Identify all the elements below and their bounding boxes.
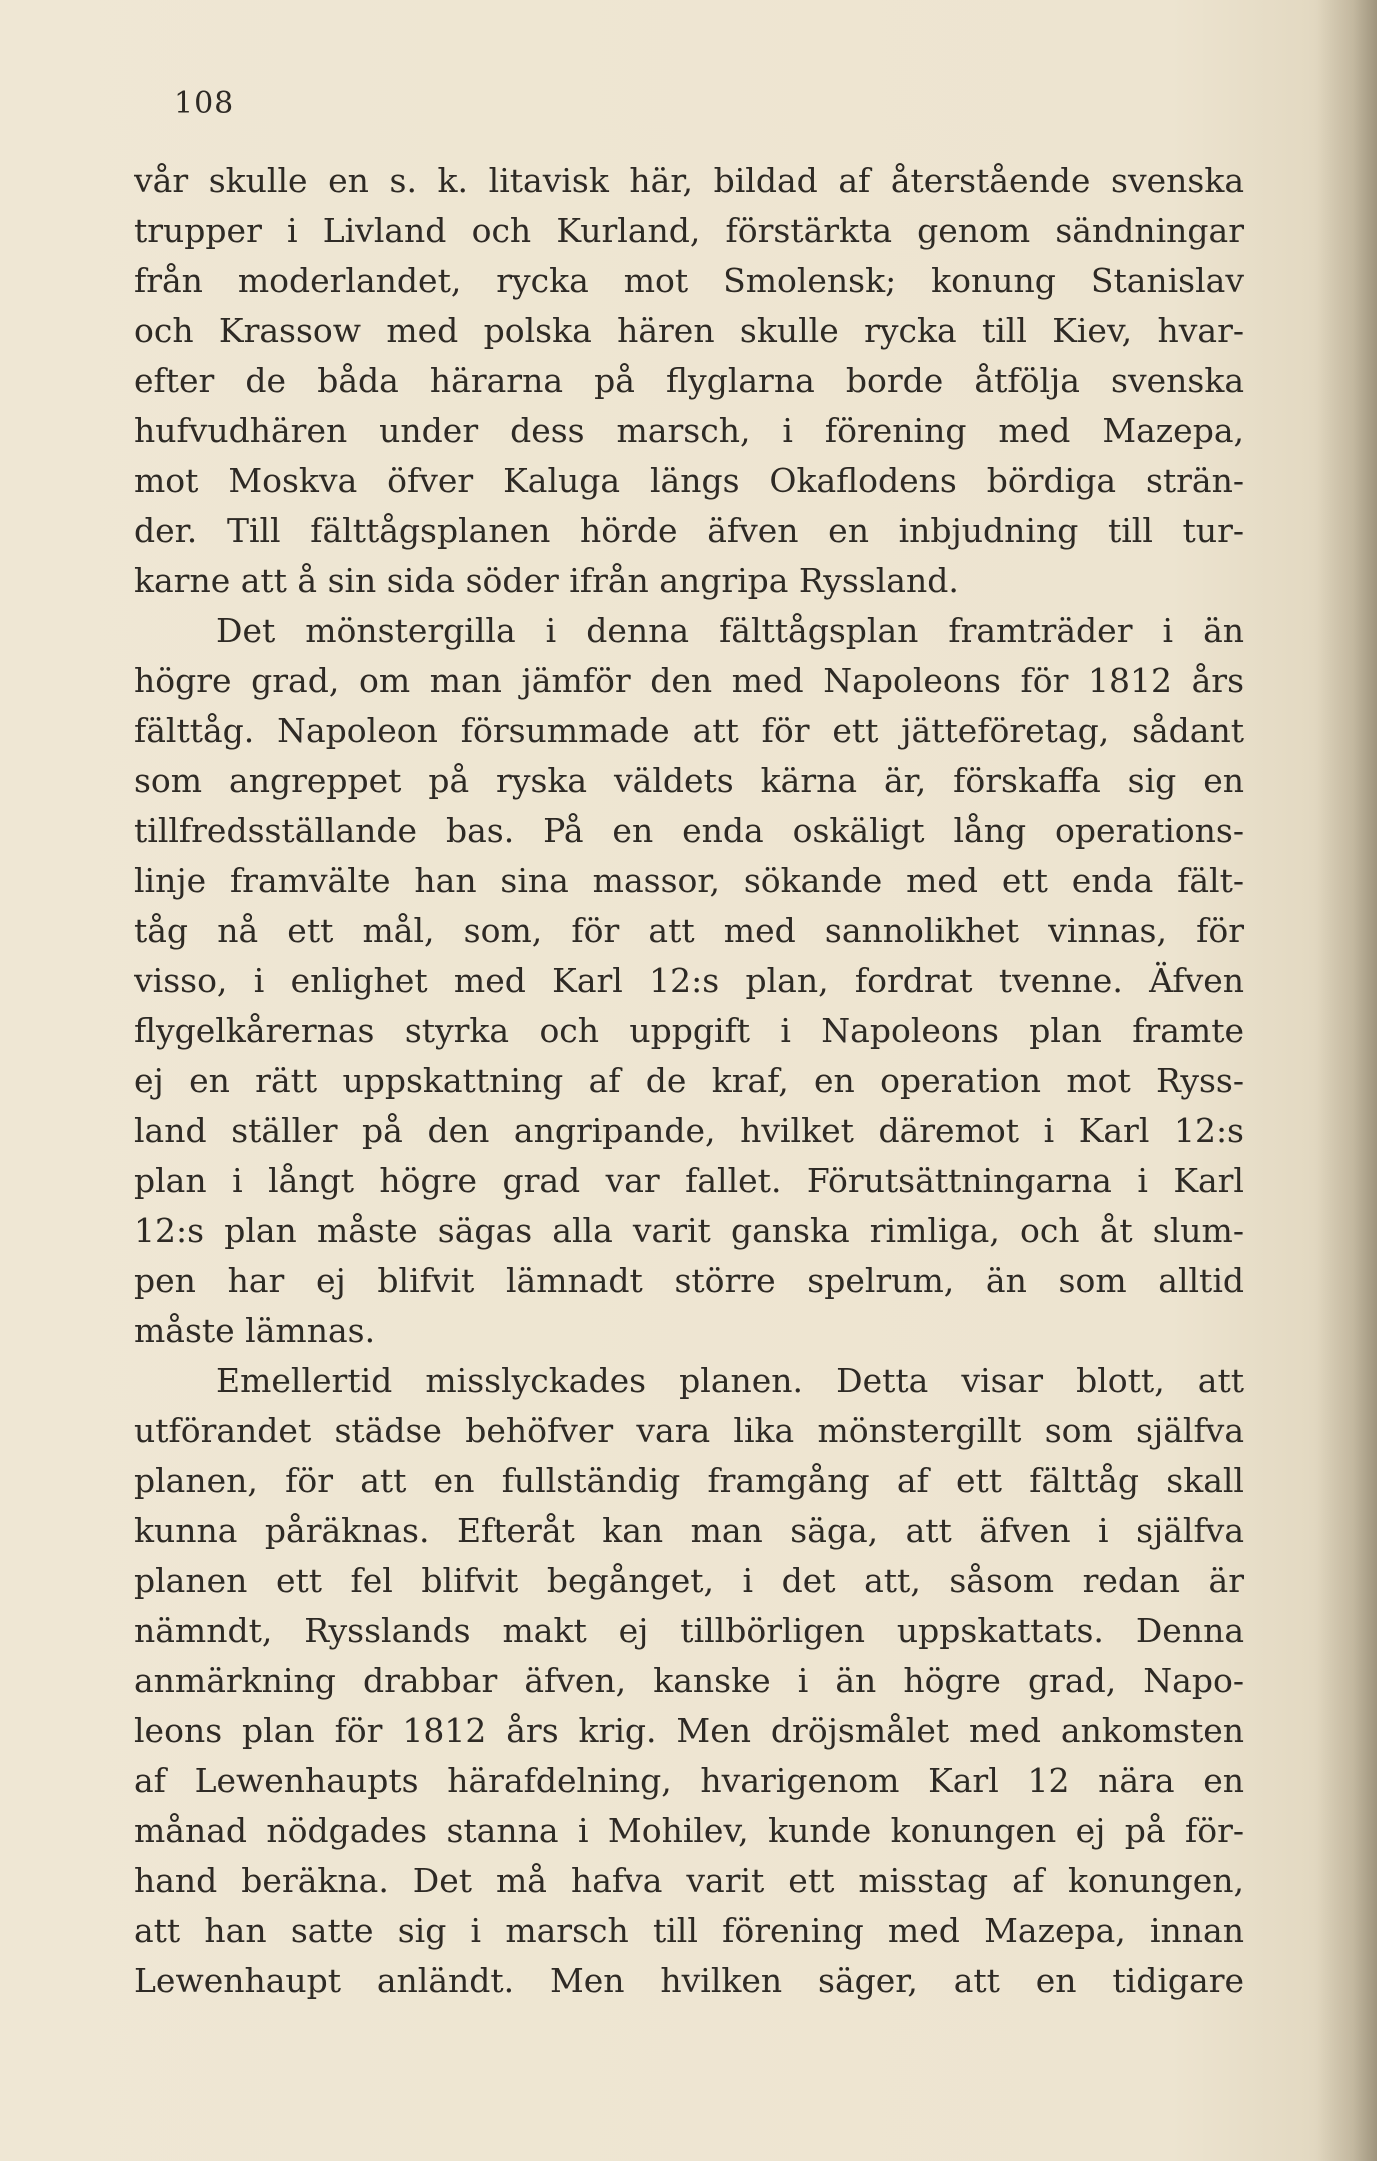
text-line: Lewenhaupt anländt. Men hvilken säger, att en tidigare (134, 1961, 1244, 2000)
text-line: flygelkårernas styrka och uppgift i Napoleons plan framte (134, 1011, 1244, 1050)
text-line: tillfredsställande bas. På en enda oskäligt lång operations- (134, 811, 1244, 850)
text-line: land ställer på den angripande, hvilket däremot i Karl 12:s (134, 1111, 1244, 1150)
text-line: linje framvälte han sina massor, sökande med ett enda fält- (134, 861, 1244, 900)
text-line: som angreppet på ryska väldets kärna är, förskaffa sig en (134, 761, 1244, 800)
text-line: efter de båda härarna på flyglarna borde åtfölja svenska (134, 361, 1244, 400)
text-line: att han satte sig i marsch till förening med Mazepa, innan (134, 1911, 1244, 1950)
text-line: der. Till fälttågsplanen hörde äfven en inbjudning till tur- (134, 511, 1244, 550)
text-line: utförandet städse behöfver vara lika mönstergillt som själfva (134, 1411, 1244, 1450)
text-line: nämndt, Rysslands makt ej tillbörligen uppskattats. Denna (134, 1611, 1244, 1650)
text-line: af Lewenhaupts härafdelning, hvarigenom Karl 12 nära en (134, 1761, 1244, 1800)
text-line: 12:s plan måste sägas alla varit ganska rimliga, och åt slum- (134, 1211, 1244, 1250)
text-line: planen, för att en fullständig framgång af ett fälttåg skall (134, 1461, 1244, 1500)
text-line: mot Moskva öfver Kaluga längs Okaflodens bördiga strän- (134, 461, 1244, 500)
text-line: planen ett fel blifvit begånget, i det att, såsom redan är (134, 1561, 1244, 1600)
text-line: hufvudhären under dess marsch, i förening med Mazepa, (134, 411, 1244, 450)
text-line: pen har ej blifvit lämnadt större spelrum, än som alltid (134, 1261, 1244, 1300)
text-line: visso, i enlighet med Karl 12:s plan, fordrat tvenne. Äfven (134, 961, 1244, 1000)
text-line: fälttåg. Napoleon försummade att för ett jätteföretag, sådant (134, 711, 1244, 750)
text-line: tåg nå ett mål, som, för att med sannolikhet vinnas, för (134, 911, 1244, 950)
text-line: vår skulle en s. k. litavisk här, bildad af återstående svenska (134, 161, 1244, 200)
text-line: anmärkning drabbar äfven, kanske i än högre grad, Napo- (134, 1661, 1244, 1700)
body-text (134, 156, 1244, 2006)
text-line: måste lämnas. (134, 1311, 376, 1350)
text-line: från moderlandet, rycka mot Smolensk; konung Stanislav (134, 261, 1244, 300)
text-line: månad nödgades stanna i Mohilev, kunde konungen ej på för- (134, 1811, 1244, 1850)
page-number: 108 (174, 86, 235, 121)
paragraph-start-line: Emellertid misslyckades planen. Detta visar blott, att (216, 1361, 1244, 1400)
text-line: plan i långt högre grad var fallet. Förutsättningarna i Karl (134, 1161, 1244, 1200)
text-line: trupper i Livland och Kurland, förstärkta genom sändningar (134, 211, 1244, 250)
text-line: ej en rätt uppskattning af de kraf, en operation mot Ryss- (134, 1061, 1244, 1100)
text-line: högre grad, om man jämför den med Napoleons för 1812 års (134, 661, 1244, 700)
text-line: hand beräkna. Det må hafva varit ett misstag af konungen, (134, 1861, 1244, 1900)
text-line: och Krassow med polska hären skulle rycka till Kiev, hvar- (134, 311, 1244, 350)
paragraph-start-line: Det mönstergilla i denna fälttågsplan framträder i än (216, 611, 1244, 650)
text-line: karne att å sin sida söder ifrån angripa Ryssland. (134, 561, 959, 600)
page-edge-shadow (1317, 0, 1377, 2161)
text-line: kunna påräknas. Efteråt kan man säga, att äfven i själfva (134, 1511, 1244, 1550)
text-line: leons plan för 1812 års krig. Men dröjsmålet med ankomsten (134, 1711, 1244, 1750)
